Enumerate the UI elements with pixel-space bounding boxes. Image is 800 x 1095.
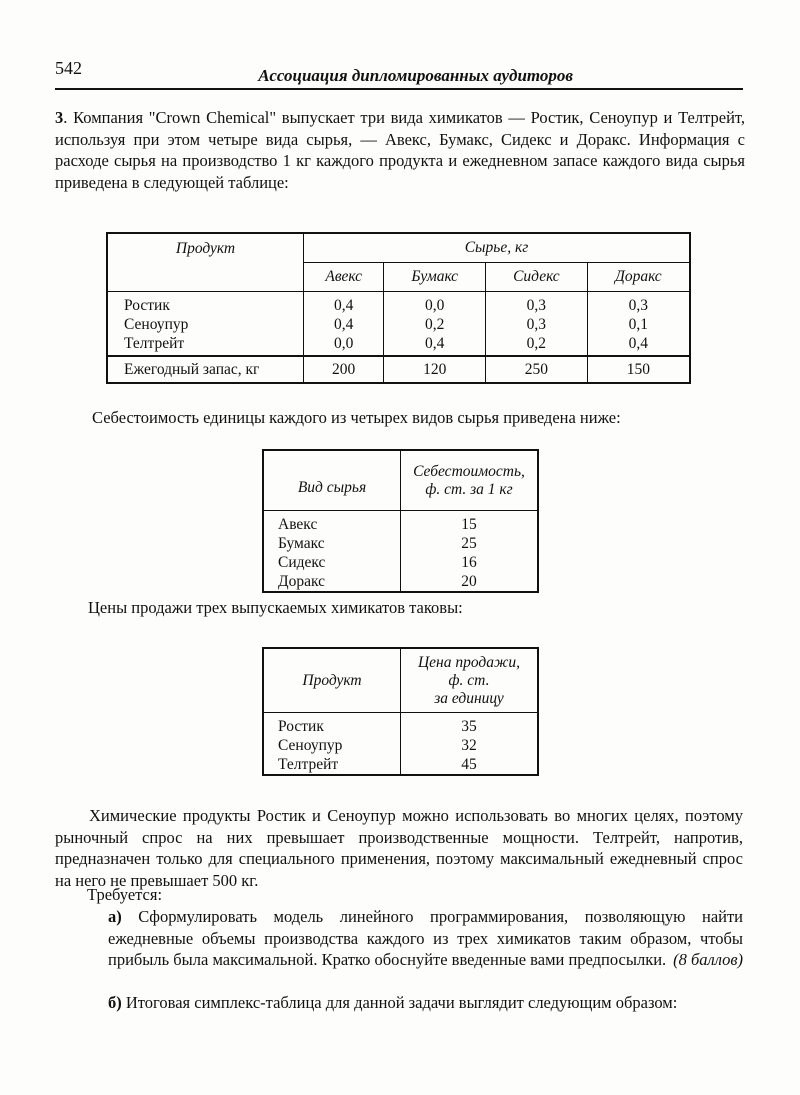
annual-supply-label: Ежегодный запас, кг <box>107 356 304 383</box>
product-name: Сеноупур <box>278 737 343 754</box>
supply-value: 200 <box>304 356 384 383</box>
cost-value: 15 <box>461 516 477 533</box>
table-cell: 0,4 <box>333 316 354 333</box>
material-type-header: Вид сырья <box>263 450 401 511</box>
selling-price-table <box>262 647 539 776</box>
material-names-cell <box>263 511 401 593</box>
table-cell: 0,4 <box>628 335 648 352</box>
cost-value: 16 <box>461 554 477 571</box>
cost-caption: Себестоимость единицы каждого из четырех видов сырья приведена ниже: <box>92 408 621 427</box>
item-text: Сформулировать модель линейного программирования, позволяющую найти ежедневные объемы производства каждого из трех химикатов таким образом, чтобы прибыль была максимальной. Кратко обоснуйте введенные вами предпосылки. <box>108 907 744 969</box>
table-cell: 0,2 <box>526 335 547 352</box>
raw-material-group-header: Сырье, кг <box>304 233 691 263</box>
points-label: (8 баллов) <box>673 950 743 969</box>
demand-paragraph: Химические продукты Ростик и Сеноупур можно использовать во многих целях, поэтому рыночный спрос на них превышает производственные мощности. Телтрейт, напротив, предназначен только для специального применения, поэтому максимальный ежедневный спрос на него не превышает 500 кг. <box>55 806 743 890</box>
material-name: Сидекс <box>278 554 326 571</box>
price-values-cell <box>401 713 539 776</box>
table-cell: 0,4 <box>425 335 445 352</box>
cost-value: 20 <box>461 573 477 590</box>
price-value: 45 <box>461 756 477 773</box>
sidex-values-cell <box>486 292 588 357</box>
product-name: Ростик <box>278 718 324 735</box>
required-label: Требуется: <box>87 885 163 904</box>
table-cell: 0,3 <box>526 297 547 314</box>
item-marker: б) <box>108 993 122 1012</box>
table-cell: 0,2 <box>425 316 445 333</box>
prices-caption: Цены продажи трех выпускаемых химикатов таковы: <box>88 598 463 617</box>
running-title: Ассоциация дипломированных аудиторов <box>258 66 573 85</box>
material-name: Бумакс <box>278 535 325 552</box>
supply-value: 250 <box>486 356 588 383</box>
product-name: Телтрейт <box>278 756 339 773</box>
cost-value: 25 <box>461 535 477 552</box>
table-cell: 0,1 <box>628 316 648 333</box>
product-names-cell <box>263 713 401 776</box>
material-name: Авекс <box>278 516 318 533</box>
price-value: 35 <box>461 718 477 735</box>
raw-material-cost-table <box>262 449 539 593</box>
table-cell: 0,4 <box>333 297 354 314</box>
item-marker: а) <box>108 907 122 926</box>
price-header <box>401 648 539 713</box>
avex-values-cell <box>304 292 384 357</box>
item-text: Итоговая симплекс-таблица для данной задачи выглядит следующим образом: <box>125 993 678 1012</box>
material-name: Доракс <box>278 573 325 590</box>
product-names-cell <box>107 292 304 357</box>
bumax-values-cell <box>384 292 486 357</box>
cost-header-line: Себестоимость, <box>413 462 525 480</box>
cost-header <box>401 450 539 511</box>
cost-header-line: ф. ст. за 1 кг <box>425 480 513 498</box>
page-number: 542 <box>55 58 82 78</box>
product-header: Продукт <box>107 233 304 292</box>
table-cell: 0,0 <box>425 297 445 314</box>
column-header-avex: Авекс <box>304 263 384 292</box>
page-header <box>55 58 743 90</box>
cost-values-cell <box>401 511 539 593</box>
task-number: 3 <box>55 108 64 127</box>
price-header-line: за единицу <box>434 689 504 707</box>
raw-material-usage-table <box>106 232 691 384</box>
table-cell: 0,3 <box>526 316 547 333</box>
price-header-line: Цена продажи, <box>417 653 521 671</box>
task-paragraph <box>55 107 745 193</box>
table-cell: 0,0 <box>333 335 354 352</box>
product-header: Продукт <box>263 648 401 713</box>
price-value: 32 <box>461 737 477 754</box>
price-header-line: ф. ст. <box>448 671 490 689</box>
product-name: Сеноупур <box>124 316 189 333</box>
column-header-bumax: Бумакс <box>384 263 486 292</box>
supply-value: 150 <box>587 356 690 383</box>
column-header-dorax: Доракс <box>587 263 690 292</box>
column-header-sidex: Сидекс <box>486 263 588 292</box>
dorax-values-cell <box>587 292 690 357</box>
task-text: . Компания "Crown Chemical" выпускает три вида химикатов — Ростик, Сеноупур и Телтрейт, используя при этом четыре вида сырья, — Авекс, Бумакс, Сидекс и Доракс. Информация с расходе сырья на производство 1 кг каждого продукта и ежедневном запасе каждого вида сырья приведена в следующей таблице: <box>55 108 745 192</box>
requirement-a <box>108 906 743 971</box>
table-cell: 0,3 <box>628 297 648 314</box>
product-name: Ростик <box>124 297 170 314</box>
product-name: Телтрейт <box>124 335 185 352</box>
supply-value: 120 <box>384 356 486 383</box>
requirement-b <box>108 992 743 1014</box>
